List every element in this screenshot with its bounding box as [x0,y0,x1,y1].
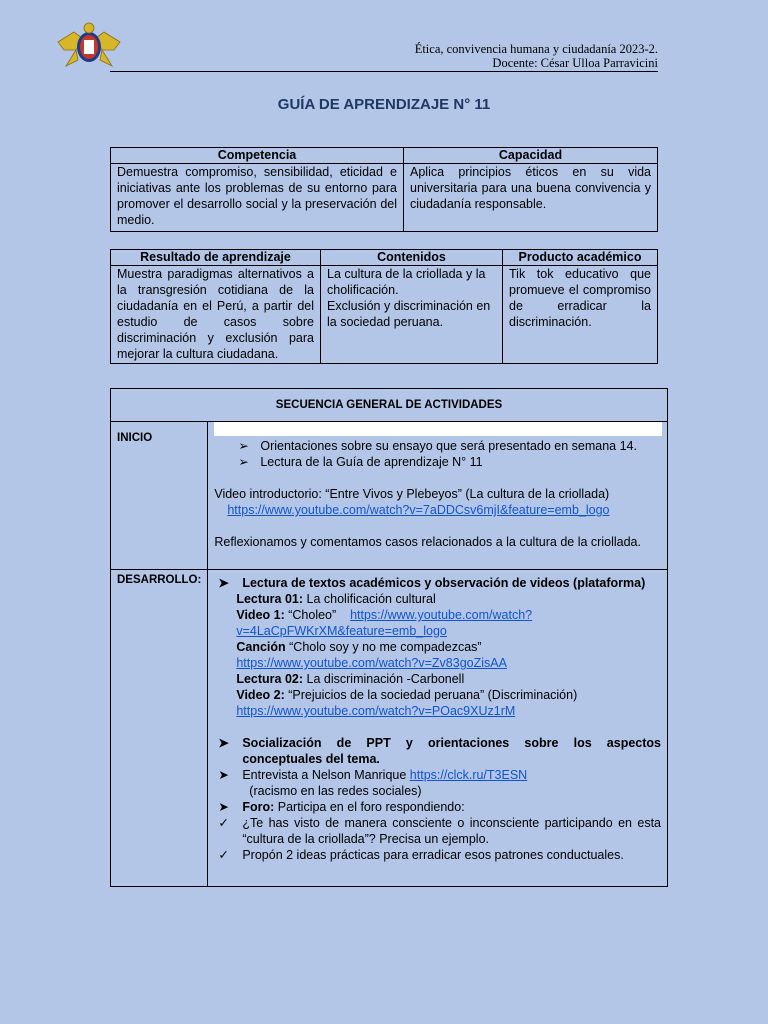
secuencia-title: SECUENCIA GENERAL DE ACTIVIDADES [111,389,668,422]
producto-cell: Tik tok educativo que promueve el compromiso de erradicar la discriminación. [503,266,658,364]
arrow-bullet-icon: ➤ [218,576,229,590]
checkmark-icon: ✓ [218,848,229,862]
desarrollo-cell: ➤ Lectura de textos académicos y observación de videos (plataforma) Lectura 01: La cholificación cultural Video 1: “Choleo” https://www.youtube.com/watch? v=4LaCpFWKrXM&feature=emb_logo Canción “Cholo soy y no me compadezcas” https://www.youtube.com/watch?v=Zv83goZisAA Lectura 02: La discriminación -Carbonell Video 2: “Prejuicios de la sociedad peruana” (Discriminación) https://www.youtube.com/watch?v=POac9XUz1rM ➤ Socialización de PPT y orientaciones sobre los aspectos conceptuales del tema. ➤ Entrevista a Nelson Manrique https://clck.ru/T3ESN (racismo en las redes sociales) ➤ Foro: Participa en el foro respondiendo: ✓ ¿Te has visto de manera consciente o inconsciente participando en esta “cultura de la criollada”? Precisa un ejemplo. ✓ Propón 2 ideas prácticas para erradicar esos patrones conductuales. [208,570,668,887]
video2-link[interactable]: https://www.youtube.com/watch?v=POac9XUz1rM [236,704,516,718]
header-rule [110,71,658,72]
list-item: ➤ Foro: Participa en el foro respondiendo: [218,800,465,814]
list-item: ➢ Lectura de la Guía de aprendizaje N° 11 [238,455,483,469]
list-item: ✓ ¿Te has visto de manera consciente o inconsciente participando en esta “cultura de la criollada”? Precisa un ejemplo. [218,816,661,846]
inicio-cell [208,422,668,570]
arrow-bullet-icon: ➤ [218,768,229,782]
contenidos-item: Exclusión y discriminación en la sociedad peruana. [327,299,491,329]
inicio-closing: Reflexionamos y comentamos casos relacionados a la cultura de la criollada. [214,535,641,549]
resultado-table [110,249,658,364]
video1-link-cont[interactable]: v=4LaCpFWKrXM&feature=emb_logo [236,624,447,638]
inicio-label: INICIO [111,422,208,570]
competencia-cell: Demuestra compromiso, sensibilidad, eticidad e iniciativas ante los problemas de su entorno para promover el desarrollo social y la preservación del medio. [111,164,404,232]
video-intro-text: Video introductorio: “Entre Vivos y Plebeyos” (La cultura de la criollada) [214,487,610,501]
desarrollo-list [214,575,661,591]
arrow-bullet-icon: ➢ [238,439,249,453]
inicio-list [214,438,661,470]
secuencia-table [110,388,668,887]
list-item: ➢ Orientaciones sobre su ensayo que será presentado en semana 14. [238,439,637,453]
competencia-header: Competencia [111,148,404,164]
competencia-table [110,147,658,232]
entrevista-link[interactable]: https://clck.ru/T3ESN [409,768,528,782]
contenidos-header: Contenidos [321,250,503,266]
page-title: GUÍA DE APRENDIZAJE N° 11 [277,96,491,113]
cancion-link[interactable]: https://www.youtube.com/watch?v=Zv83goZisAA [236,656,507,670]
list-item: ✓ Propón 2 ideas prácticas para erradicar esos patrones conductuales. [218,848,624,862]
video-intro-link[interactable]: https://www.youtube.com/watch?v=7aDDCsv6mjI&feature=emb_logo [227,503,610,517]
list-item: ➤ Socialización de PPT y orientaciones sobre los aspectos conceptuales del tema. [218,736,661,766]
list-item: ➤ Entrevista a Nelson Manrique https://clck.ru/T3ESN (racismo en las redes sociales) [218,768,528,798]
contenidos-item: La cultura de la criollada y la cholificación. [327,267,486,297]
desarrollo-label: DESARROLLO: [111,570,208,887]
resultado-cell: Muestra paradigmas alternativos a la transgresión cotidiana de la ciudadanía en el Perú, a partir del estudio de casos sobre discriminación y exclusión para mejorar la cultura ciudadana. [111,266,321,364]
white-highlight-bar [214,422,662,436]
video1-link[interactable]: https://www.youtube.com/watch? [350,608,533,622]
desarrollo-list-2 [214,735,661,863]
contenidos-cell [321,266,503,364]
arrow-bullet-icon: ➤ [218,736,229,750]
capacidad-header: Capacidad [404,148,658,164]
teacher-line: Docente: César Ulloa Parravicini [492,56,658,70]
arrow-bullet-icon: ➢ [238,455,249,469]
resultado-header: Resultado de aprendizaje [111,250,321,266]
course-line: Ética, convivencia humana y ciudadanía 2023-2. [414,42,658,56]
arrow-bullet-icon: ➤ [218,800,229,814]
checkmark-icon: ✓ [218,816,229,830]
list-item: ➤ Lectura de textos académicos y observación de videos (plataforma) [218,576,646,590]
capacidad-cell: Aplica principios éticos en su vida universitaria para una buena convivencia y ciudadanía responsable. [404,164,658,232]
producto-header: Producto académico [503,250,658,266]
university-logo [56,20,122,72]
